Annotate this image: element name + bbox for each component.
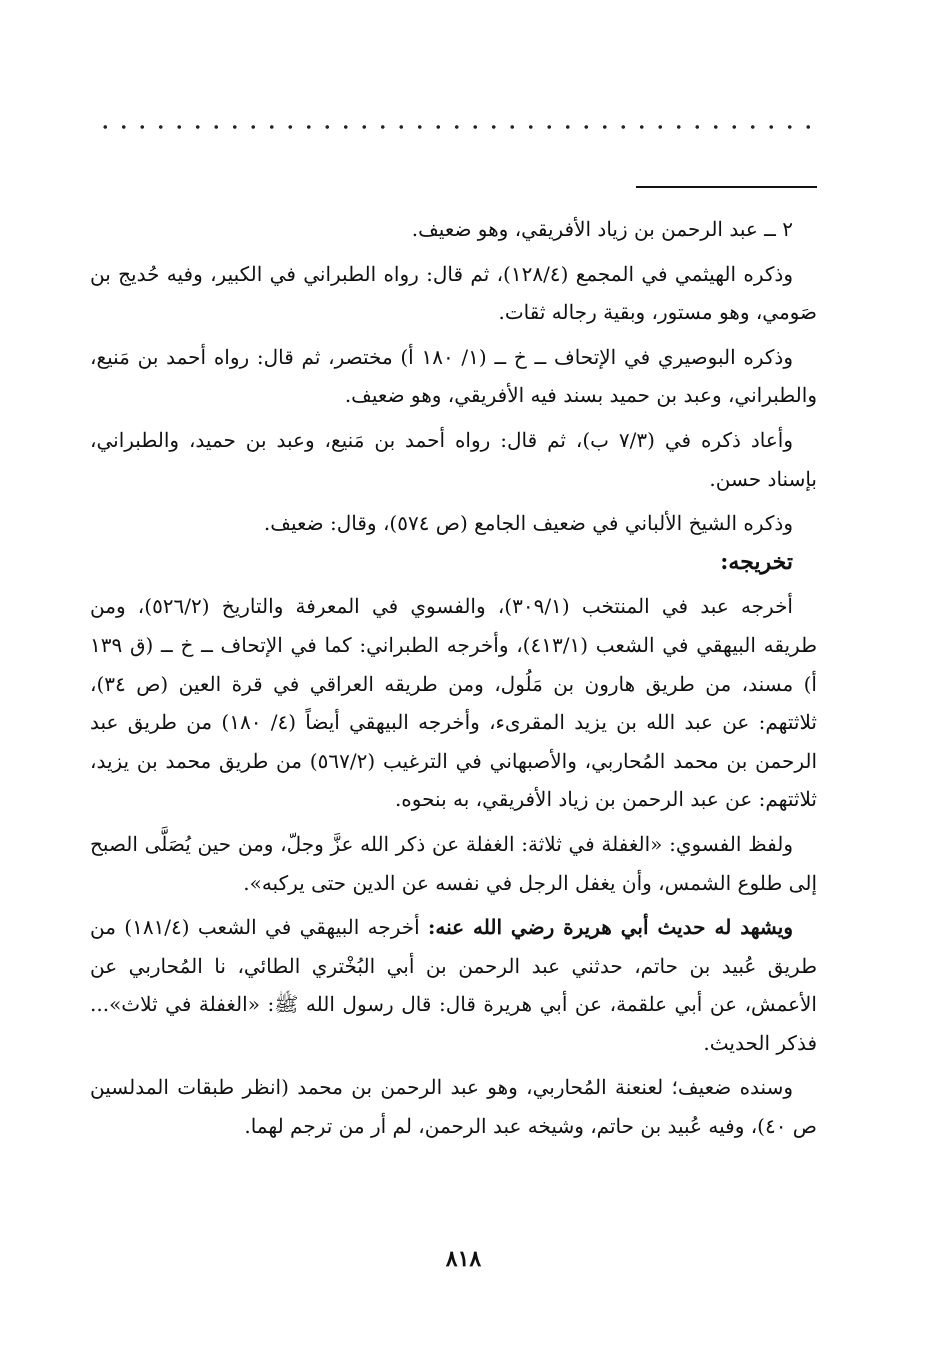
paragraph-haythami: وذكره الهيثمي في المجمع (١٢٨/٤)، ثم قال: رواه الطبراني في الكبير، وفيه حُديج بن صَومي، وهو مستور، وبقية رجاله ثقات.	[90, 261, 817, 325]
page-body	[90, 210, 817, 1146]
paragraph-sanad: وسنده ضعيف؛ لعنعنة المُحاربي، وهو عبد الرحمن بن محمد (انظر طبقات المدلسين ص ٤٠)، وفيه عُبيد بن حاتم، وشيخه عبد الرحمن، لم أر من ترجم لهما.	[90, 1075, 817, 1139]
shahid-lead: ويشهد له حديث أبي هريرة رضي الله عنه:	[428, 915, 793, 940]
paragraph-takhrij: أخرجه عبد في المنتخب (٣٠٩/١)، والفسوي في المعرفة والتاريخ (٥٢٦/٢)، ومن طريقه البيهقي في الشعب (٤١٣/١)، وأخرجه الطبراني: كما في الإتحاف ــ خ ــ (ق ١٣٩ أ) مسند، من طريق هارون بن مَلُول، ومن طريقه العراقي في قرة العين (ص ٣٤)، ثلاثتهم: عن عبد الله بن يزيد المقرىء، وأخرجه البيهقي أيضاً (٤/ ١٨٠) من طريق عبد الرحمن بن محمد المُحاربي، والأصبهاني في الترغيب (٥٦٧/٢) من طريق محمد بن يزيد، ثلاثتهم: عن عبد الرحمن بن زياد الأفريقي، به بنحوه.	[90, 594, 818, 812]
paragraph-fasawi: ولفظ الفسوي: «الغفلة في ثلاثة: الغفلة عن ذكر الله عزَّ وجلّ، ومن حين يُصَلَّى الصبح إلى طلوع الشمس، وأن يغفل الرجل في نفسه عن الدين حتى يركبه».	[90, 831, 817, 895]
paragraph-albani: وذكره الشيخ الألباني في ضعيف الجامع (ص ٥٧٤)، وقال: ضعيف.	[263, 511, 793, 536]
paragraph-narrator: ٢ ــ عبد الرحمن بن زياد الأفريقي، وهو ضعيف.	[411, 217, 793, 241]
paragraph-shahid	[90, 908, 817, 1062]
paragraph-busiri: وذكره البوصيري في الإتحاف ــ خ ــ (١/ ١٨٠ أ) مختصر، ثم قال: رواه أحمد بن مَنيع، والطبراني، وعبد بن حميد بسند فيه الأفريقي، وهو ضعيف.	[90, 344, 817, 408]
dotted-separator	[96, 122, 818, 132]
page-number: ٨١٨	[445, 1246, 482, 1272]
section-heading: تخريجه:	[720, 548, 793, 575]
shahid-rest: أخرجه البيهقي في الشعب (١٨١/٤) من طريق عُبيد بن حاتم، حدثني عبد الرحمن بن أبي البُخْتري الطائي، نا المُحاربي عن الأعمش، عن أبي علقمة، عن أبي هريرة قال: قال رسول الله ﷺ: «الغفلة في ثلاث»... فذكر الحديث.	[90, 915, 817, 1055]
paragraph-reiteration: وأعاد ذكره في (٧/٣ ب)، ثم قال: رواه أحمد بن مَنيع، وعبد بن حميد، والطبراني، بإسناد حسن.	[90, 427, 817, 491]
footnote-rule	[636, 186, 817, 188]
